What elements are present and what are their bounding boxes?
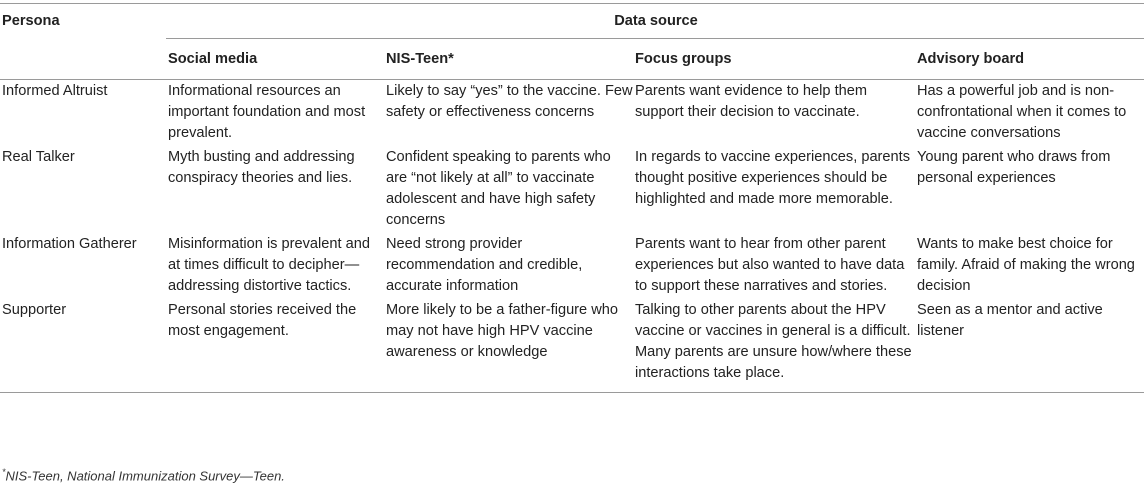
nis-teen-cell: Need strong provider recommendation and credible, accurate information <box>386 236 583 294</box>
table-footnote <box>2 467 285 483</box>
table-row <box>0 299 1144 393</box>
column-header-nis-teen: NIS-Teen* <box>384 39 633 80</box>
social-media-cell: Myth busting and addressing conspiracy theories and lies. <box>168 149 355 186</box>
focus-groups-cell: Parents want evidence to help them support their decision to vaccinate. <box>635 83 868 120</box>
header-row-top <box>0 4 1144 39</box>
persona-cell: Real Talker <box>2 149 75 165</box>
footnote-marker: * <box>2 467 6 477</box>
persona-cell: Informed Altruist <box>2 83 108 99</box>
header-row-sources <box>0 39 1144 80</box>
persona-column-header: Persona <box>0 4 166 39</box>
persona-header-spacer <box>0 39 166 80</box>
nis-teen-cell: More likely to be a father-figure who may not have high HPV vaccine awareness or knowledge <box>384 299 633 393</box>
persona-cell: Supporter <box>0 299 166 393</box>
data-source-header: Data source <box>166 4 1144 39</box>
column-header-advisory-board: Advisory board <box>915 39 1144 80</box>
table-row <box>0 233 1144 299</box>
social-media-cell: Informational resources an important foundation and most prevalent. <box>168 83 366 141</box>
footnote-text: NIS-Teen, National Immunization Survey—Teen. <box>5 468 285 484</box>
advisory-board-cell: Young parent who draws from personal experiences <box>917 149 1111 186</box>
column-header-focus-groups: Focus groups <box>633 39 915 80</box>
persona-cell: Information Gatherer <box>2 236 137 252</box>
focus-groups-cell: Talking to other parents about the HPV vaccine or vaccines in general is a difficult. Many parents are unsure how/where these interactions take place. <box>633 299 915 393</box>
table-row <box>0 80 1144 147</box>
advisory-board-cell: Seen as a mentor and active listener <box>915 299 1144 393</box>
persona-data-source-table <box>0 3 1144 393</box>
focus-groups-cell: Parents want to hear from other parent experiences but also wanted to have data to support these narratives and stories. <box>635 236 905 294</box>
focus-groups-cell: In regards to vaccine experiences, parents thought positive experiences should be highlighted and made more memorable. <box>635 149 911 207</box>
table-row <box>0 146 1144 233</box>
social-media-cell: Personal stories received the most engagement. <box>166 299 384 393</box>
social-media-cell: Misinformation is prevalent and at times difficult to decipher—addressing distortive tactics. <box>168 236 370 294</box>
nis-teen-cell: Confident speaking to parents who are “not likely at all” to vaccinate adolescent and have high safety concerns <box>386 149 611 228</box>
advisory-board-cell: Wants to make best choice for family. Afraid of making the wrong decision <box>917 236 1135 294</box>
column-header-social-media: Social media <box>166 39 384 80</box>
nis-teen-cell: Likely to say “yes” to the vaccine. Few safety or effectiveness concerns <box>386 83 633 120</box>
advisory-board-cell: Has a powerful job and is non-confrontational when it comes to vaccine conversations <box>917 83 1127 141</box>
